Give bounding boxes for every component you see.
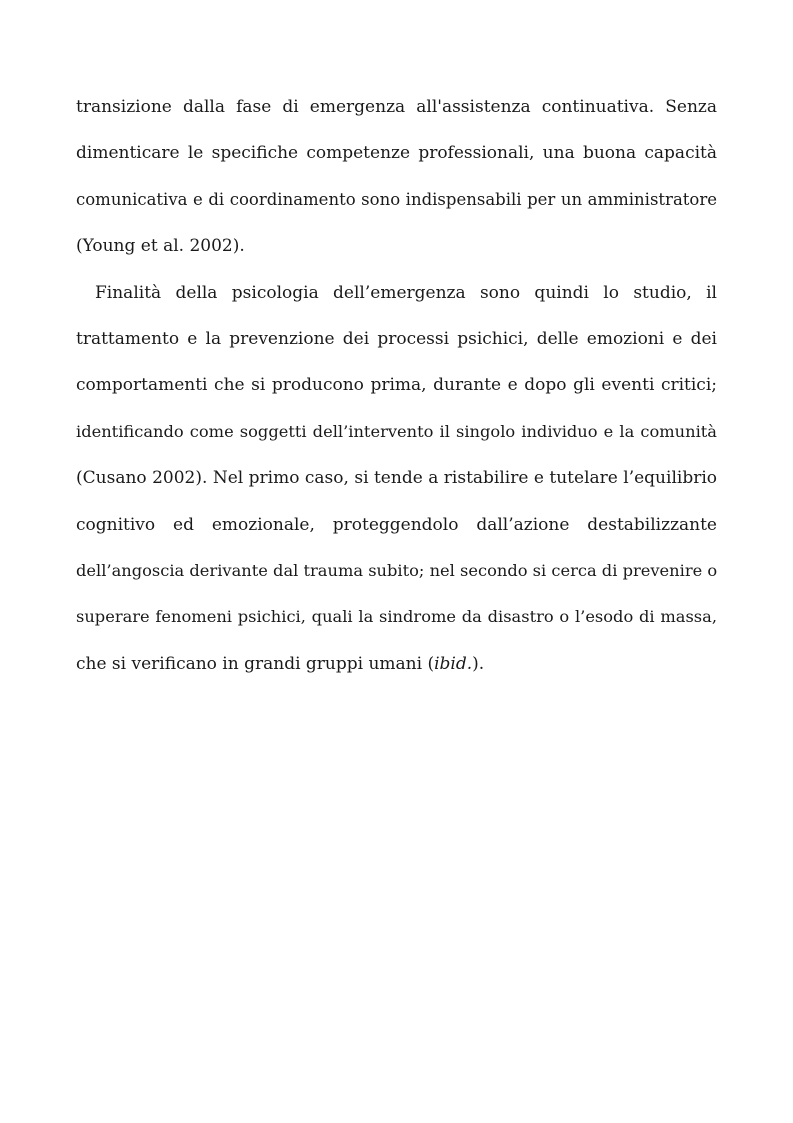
text-line: comunicativa e di coordinamento sono indispensabili per un amministratore	[76, 189, 717, 209]
paragraph	[76, 270, 717, 688]
text-line: cognitivo ed emozionale, proteggendolo dall’azione destabilizzante	[76, 514, 717, 535]
text-span: ).	[472, 653, 485, 674]
text-line: (Cusano 2002). Nel primo caso, si tende a ristabilire e tutelare l’equilibrio	[76, 468, 717, 489]
body-text	[76, 84, 717, 687]
text-line: Finalità della psicologia dell’emergenza sono quindi lo studio, il	[95, 282, 717, 303]
text-line: transizione dalla fase di emergenza all'assistenza continuativa. Senza	[76, 97, 717, 117]
text-line: trattamento e la prevenzione dei processi psichici, delle emozioni e dei	[76, 328, 717, 349]
text-line: comportamenti che si producono prima, durante e dopo gli eventi critici;	[76, 375, 717, 396]
text-line: dell’angoscia derivante dal trauma subito; nel secondo si cerca di prevenire o	[76, 560, 718, 580]
paragraph	[76, 84, 717, 270]
italic-citation: ibid.	[434, 653, 473, 674]
text-line: (Young et al. 2002).	[76, 236, 245, 257]
text-line	[76, 641, 717, 687]
text-line: identificando come soggetti dell’intervento il singolo individuo e la comunità	[76, 421, 717, 441]
text-span: che si verificano in grandi gruppi umani (	[76, 653, 435, 674]
text-line: dimenticare le specifiche competenze professionali, una buona capacità	[76, 143, 717, 164]
text-line: superare fenomeni psichici, quali la sindrome da disastro o l’esodo di massa,	[76, 607, 717, 627]
